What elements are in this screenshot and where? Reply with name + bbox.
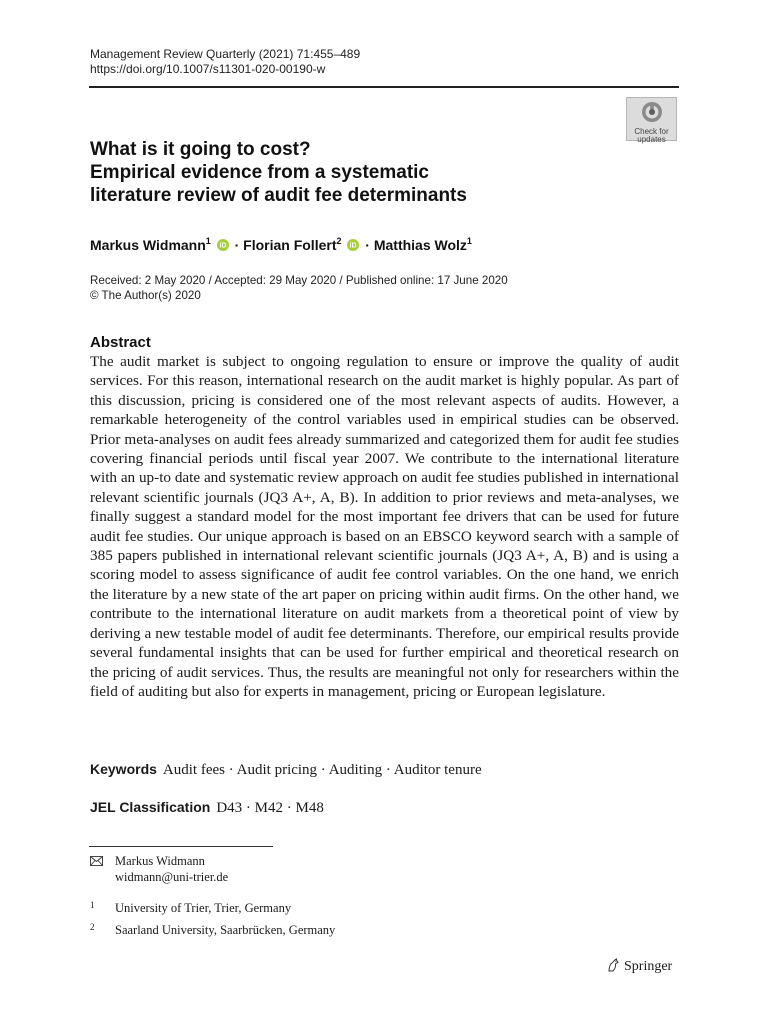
publisher-logo <box>606 958 672 976</box>
keywords-text: Audit fees · Audit pricing · Auditing · Auditor tenure <box>162 762 482 778</box>
correspondence-name: Markus Widmann <box>115 854 205 868</box>
doi-link[interactable]: https://doi.org/10.1007/s11301-020-00190-w <box>90 62 326 76</box>
publisher-name: Springer <box>624 959 673 974</box>
journal-citation <box>90 47 360 77</box>
jel-line <box>90 798 324 818</box>
correspondence <box>90 853 228 885</box>
badge-line-2: updates <box>637 135 666 144</box>
check-updates-icon <box>641 101 663 123</box>
affiliation-number: 1 <box>90 900 95 910</box>
title-line-3: literature review of audit fee determinants <box>90 185 467 206</box>
author-name[interactable]: Florian Follert <box>243 237 337 253</box>
affiliation-2 <box>90 919 335 938</box>
affiliation-text: University of Trier, Trier, Germany <box>115 901 292 915</box>
publication-dates <box>90 273 508 303</box>
journal-line: Management Review Quarterly (2021) 71:455–489 <box>90 47 361 61</box>
affiliation-number: 2 <box>90 922 95 932</box>
author-name[interactable]: Markus Widmann <box>90 237 206 253</box>
title-line-1: What is it going to cost? <box>90 139 311 160</box>
author-separator: · <box>234 237 240 253</box>
affiliation-text: Saarland University, Saarbrücken, Germany <box>115 923 336 937</box>
author-affiliation-ref: 1 <box>205 236 211 246</box>
author-affiliation-ref: 2 <box>336 236 342 246</box>
copyright-line: © The Author(s) 2020 <box>90 289 201 302</box>
author-list <box>90 232 472 254</box>
svg-text:iD: iD <box>219 242 227 250</box>
title-line-2: Empirical evidence from a systematic <box>90 162 429 183</box>
abstract-heading: Abstract <box>90 334 151 351</box>
keywords-label: Keywords <box>90 761 157 777</box>
envelope-icon <box>90 856 103 866</box>
badge-line-1: Check for <box>634 127 669 136</box>
footnote-rule <box>89 846 273 847</box>
check-for-updates-badge[interactable] <box>626 97 677 144</box>
svg-text:iD: iD <box>349 242 357 250</box>
orcid-icon[interactable] <box>347 239 359 251</box>
keywords-line <box>90 760 482 780</box>
affiliation-1 <box>90 897 291 916</box>
header-rule <box>89 86 679 88</box>
orcid-icon[interactable] <box>217 239 229 251</box>
author-affiliation-ref: 1 <box>466 236 472 246</box>
paper-title <box>90 138 467 207</box>
author-separator: · <box>365 237 370 253</box>
springer-horse-icon <box>606 958 620 972</box>
author-name[interactable]: Matthias Wolz <box>373 237 467 253</box>
jel-text: D43 · M42 · M48 <box>216 800 324 816</box>
abstract-text: The audit market is subject to ongoing regulation to ensure or improve the quality of audit services. For this reason, international research on the audit market is highly popular. As part of this discussion, pricing is considered one of the most relevant aspects of audits. However, a remarkable heterogeneity of the control variables used in empirical studies can be observed. Prior meta-analyses on audit fees already summarized and categorized them for audit fee studies covering financial periods until fiscal year 2007. We contribute to the international literature with an up-to date and systematic review approach on audit fee studies published in international relevant scientific journals (JQ3 A+, A, B). In addition to prior reviews and meta-analyses, we finally suggest a standard model for the most important fee drivers that can be used for future audit fee studies. Our unique approach is based on an EBSCO keyword search with a sample of 385 papers published in international relevant scientific journals (JQ3 A+, A, B) and is using a scoring model to assess significance of audit fee control variables. On the one hand, we enrich the literature by a new state of the art paper on pricing within audit firms. On the other hand, we contribute to the international literature on audit markets from a theoretical point of view by deriving a new testable model of audit fee determinants. Therefore, our empirical results provide several fundamental insights that can be used for further empirical and theoretical research on the pricing of audit services. Thus, the results are meaningful not only for researchers within the field of auditing but also for experts in management, pricing or European legislature. <box>90 353 679 700</box>
correspondence-email[interactable]: widmann@uni-trier.de <box>115 870 229 884</box>
dates-line: Received: 2 May 2020 / Accepted: 29 May 2020 / Published online: 17 June 2020 <box>90 274 508 287</box>
jel-label: JEL Classification <box>90 799 211 815</box>
